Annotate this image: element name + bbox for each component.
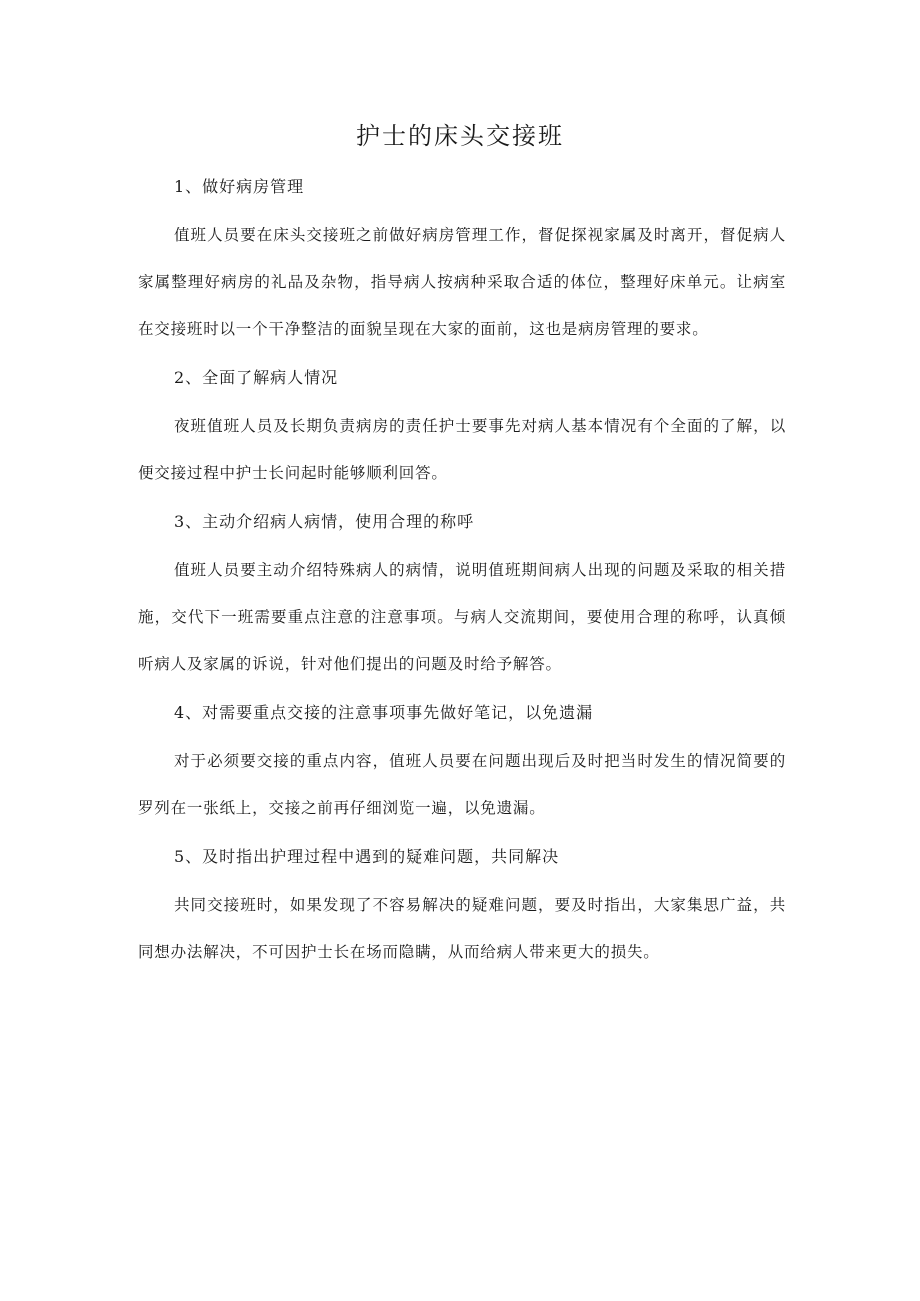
section-heading: 3、主动介绍病人病情，使用合理的称呼: [174, 512, 475, 531]
document-body: [138, 168, 786, 982]
section-5: [138, 838, 786, 976]
section-heading: 4、对需要重点交接的注意事项事先做好笔记，以免遗漏: [174, 703, 594, 722]
section-paragraph: 对于必须要交接的重点内容，值班人员要在问题出现后及时把当时发生的情况简要的罗列在一张纸上，交接之前再仔细浏览一遍，以免遗漏。: [138, 752, 786, 817]
section-heading: 5、及时指出护理过程中遇到的疑难问题，共同解决: [174, 847, 560, 866]
section-heading: 1、做好病房管理: [174, 177, 305, 196]
section-paragraph: 共同交接班时，如果发现了不容易解决的疑难问题，要及时指出，大家集思广益，共同想办法解决，不可因护士长在场而隐瞒，从而给病人带来更大的损失。: [138, 896, 786, 961]
section-3: [138, 503, 786, 688]
section-4: [138, 694, 786, 832]
document-title: 护士的床头交接班: [356, 122, 564, 150]
section-heading: 2、全面了解病人情况: [174, 368, 339, 387]
section-paragraph: 夜班值班人员及长期负责病房的责任护士要事先对病人基本情况有个全面的了解，以便交接过程中护士长问起时能够顺利回答。: [138, 417, 786, 482]
section-1: [138, 168, 786, 353]
section-paragraph: 值班人员要在床头交接班之前做好病房管理工作，督促探视家属及时离开，督促病人家属整理好病房的礼品及杂物，指导病人按病种采取合适的体位，整理好床单元。让病室在交接班时以一个干净整洁的面貌呈现在大家的面前，这也是病房管理的要求。: [138, 226, 786, 338]
section-2: [138, 359, 786, 497]
section-paragraph: 值班人员要主动介绍特殊病人的病情，说明值班期间病人出现的问题及采取的相关措施，交代下一班需要重点注意的注意事项。与病人交流期间，要使用合理的称呼，认真倾听病人及家属的诉说，针对他们提出的问题及时给予解答。: [138, 561, 786, 673]
